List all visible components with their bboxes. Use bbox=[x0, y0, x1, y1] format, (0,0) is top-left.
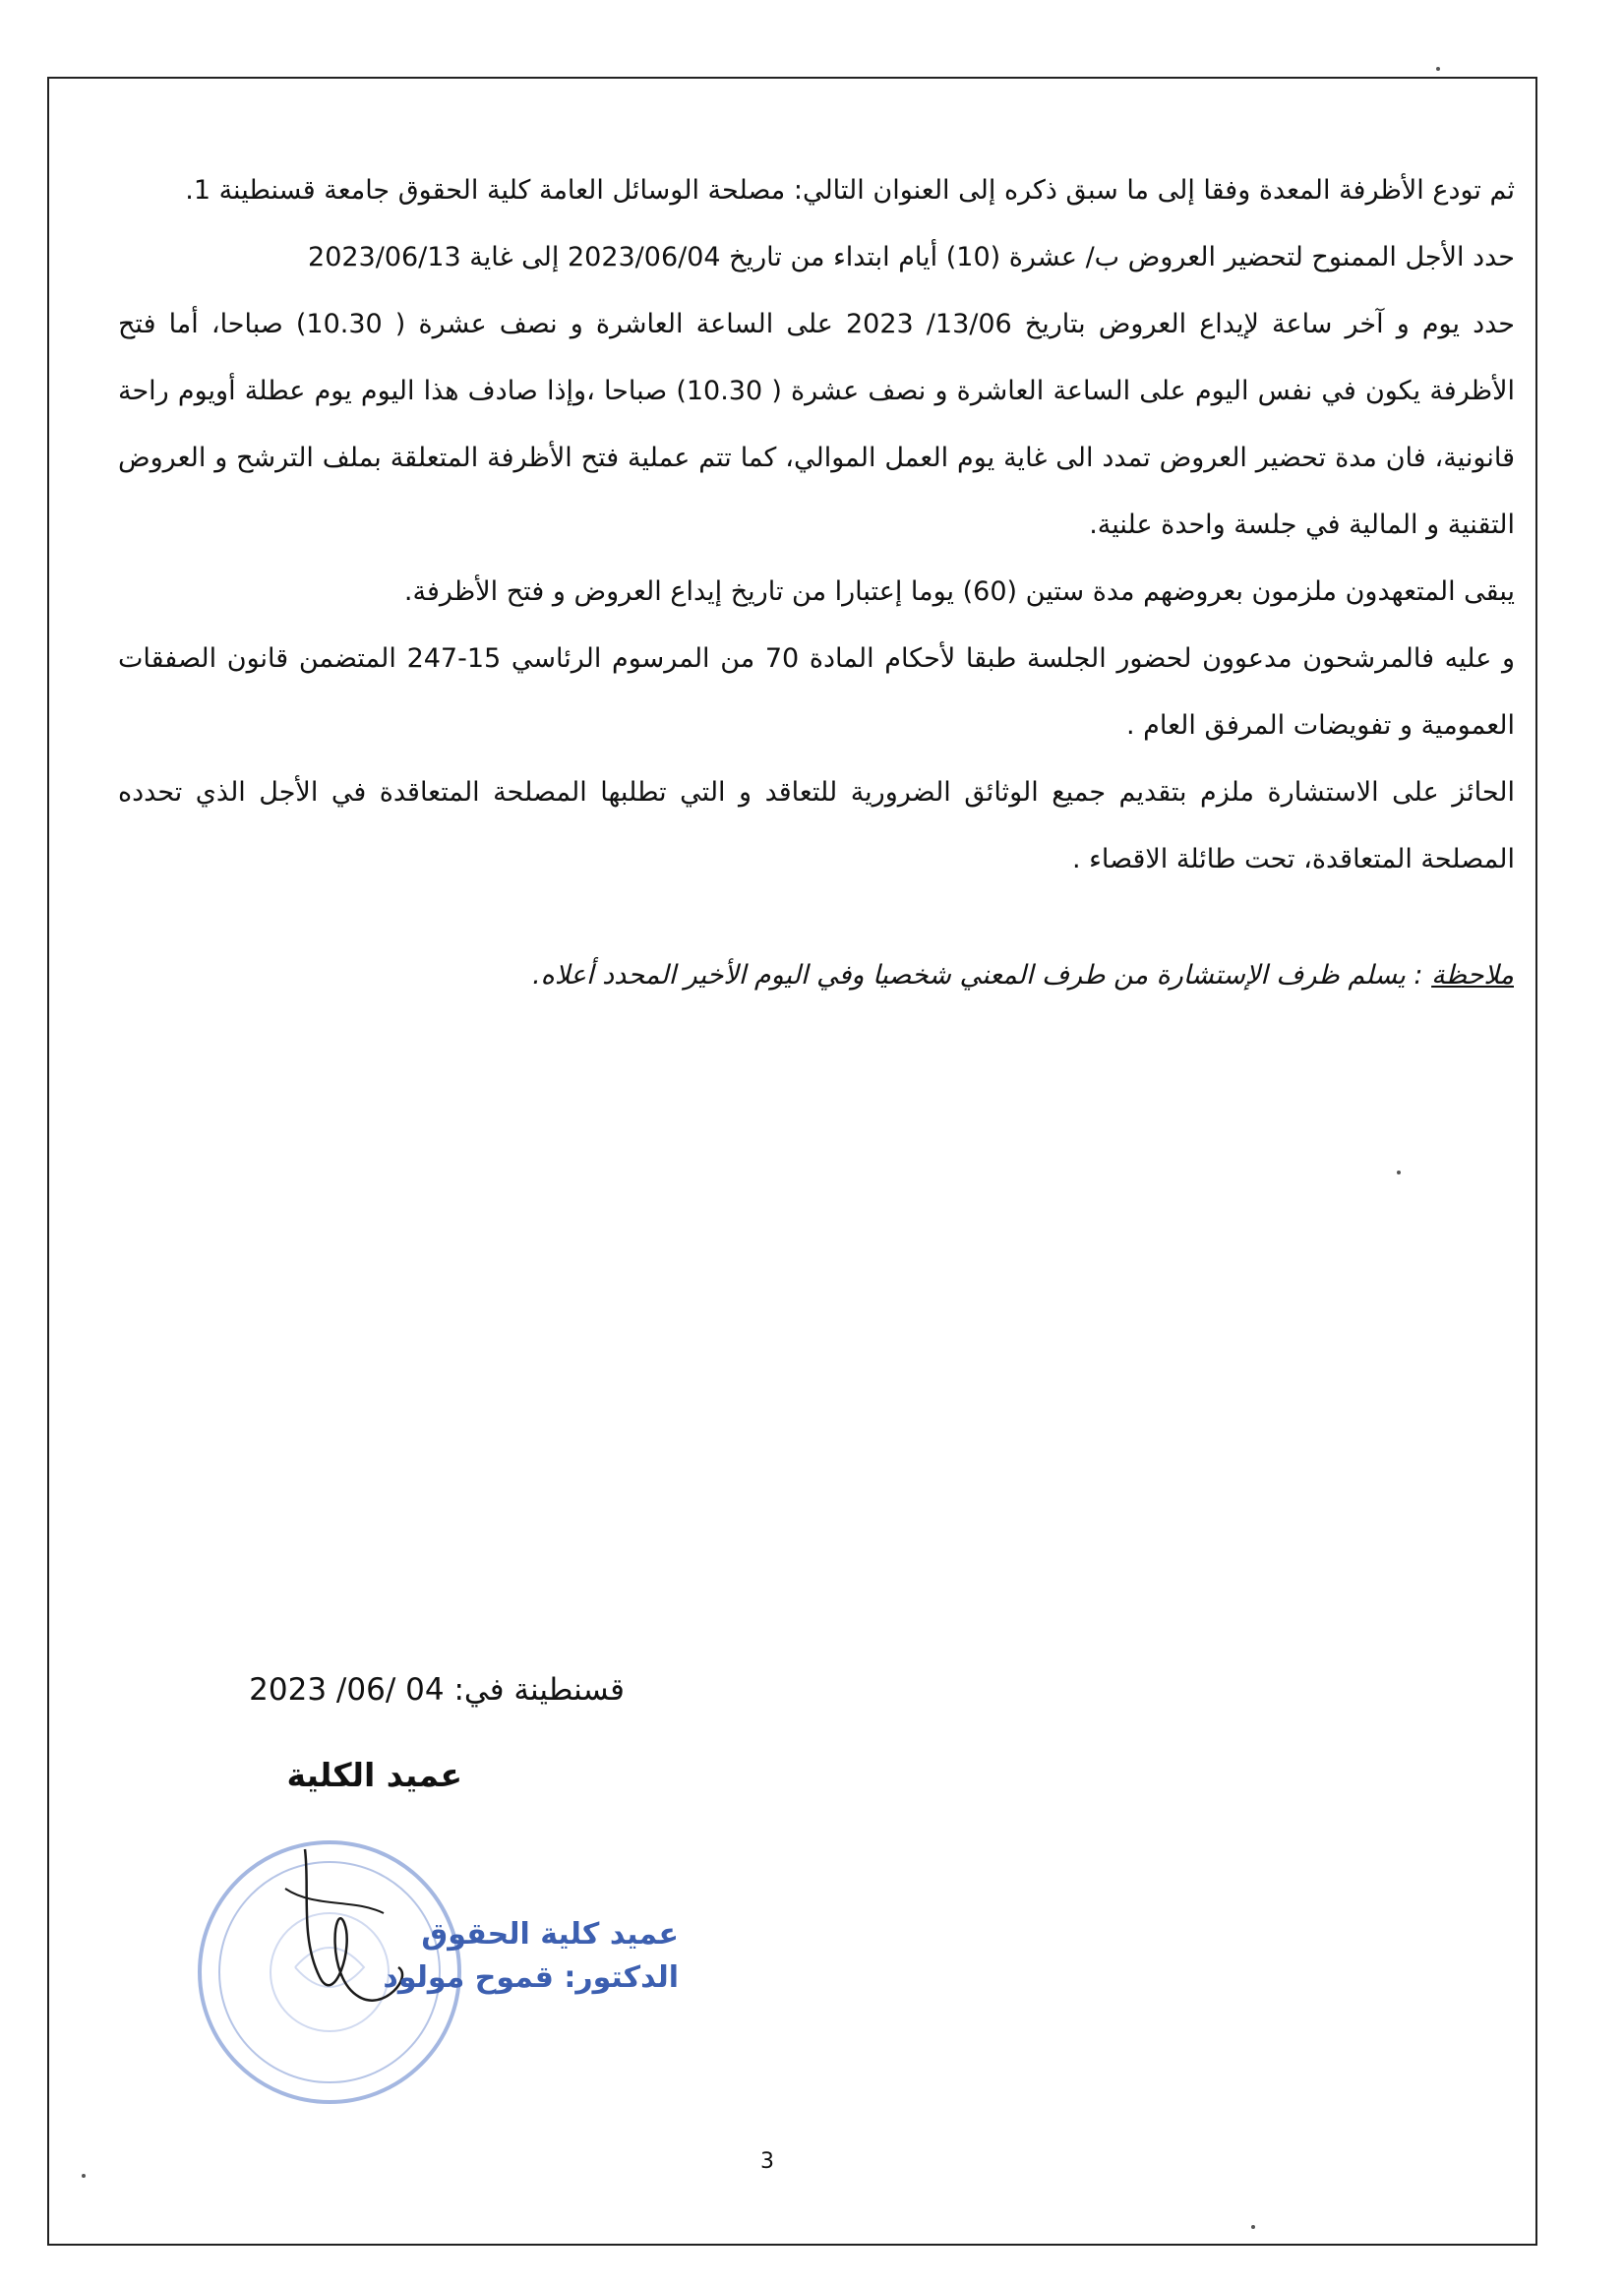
paragraph-preparation-period: حدد الأجل الممنوح لتحضير العروض ب/ عشرة (10) أيام ابتداء من تاريخ 2023/06/04 إلى غاية 2023/06/13 bbox=[308, 242, 1515, 272]
note-paragraph bbox=[117, 946, 1514, 1005]
scan-speck bbox=[1397, 1171, 1401, 1174]
stamp-caption-line-2: الدكتور: قموح مولود bbox=[383, 1960, 679, 1995]
stamp-caption bbox=[374, 1913, 679, 2000]
paragraph-offer-validity: يبقى المتعهدون ملزمون بعروضهم مدة ستين (60) يوما إعتبارا من تاريخ إيداع العروض و فتح الأظرفة. bbox=[403, 576, 1515, 607]
note-label: ملاحظة bbox=[1431, 960, 1514, 991]
document-body bbox=[118, 157, 1515, 893]
signature-date-line: قسنطينة في: 04 /06/ 2023 bbox=[249, 1672, 625, 1708]
page-number: 3 bbox=[760, 2149, 774, 2174]
paragraph-deposit-and-opening: حدد يوم و آخر ساعة لإيداع العروض بتاريخ 13/06/ 2023 على الساعة العاشرة و نصف عشرة ( 10.30) صباحا، أما فتح الأظرفة يكون في نفس اليوم على الساعة العاشرة و نصف عشرة ( 10.30) صباحا ،وإذا صادف هذا اليوم يوم عطلة أويوم راحة قانونية، فان مدة تحضير العروض تمدد الى غاية يوم العمل الموالي، كما تتم عملية فتح الأظرفة المتعلقة بملف الترشح و العروض التقنية و المالية في جلسة واحدة علنية. bbox=[118, 309, 1515, 540]
signature-dean-title: عميد الكلية bbox=[286, 1756, 462, 1794]
paragraph-envelope-address: ثم تودع الأظرفة المعدة وفقا إلى ما سبق ذكره إلى العنوان التالي: مصلحة الوسائل العامة كلية الحقوق جامعة قسنطينة 1. bbox=[185, 175, 1515, 206]
scan-speck bbox=[1251, 2225, 1255, 2229]
note-text: : يسلم ظرف الإستشارة من طرف المعني شخصيا وفي اليوم الأخير المحدد أعلاه. bbox=[532, 960, 1432, 991]
scan-speck bbox=[1436, 67, 1440, 71]
paragraph-winner-obligations: الحائز على الاستشارة ملزم بتقديم جميع الوثائق الضرورية للتعاقد و التي تطلبها المصلحة المتعاقدة في الأجل الذي تحدده المصلحة المتعاقدة، تحت طائلة الاقصاء . bbox=[118, 777, 1515, 874]
paragraph-session-invitation: و عليه فالمرشحون مدعوون لحضور الجلسة طبقا لأحكام المادة 70 من المرسوم الرئاسي 15-247 المتضمن قانون الصفقات العمومية و تفويضات المرفق العام . bbox=[118, 643, 1515, 741]
scan-speck bbox=[82, 2174, 86, 2178]
stamp-caption-line-1: عميد كلية الحقوق bbox=[421, 1917, 679, 1952]
